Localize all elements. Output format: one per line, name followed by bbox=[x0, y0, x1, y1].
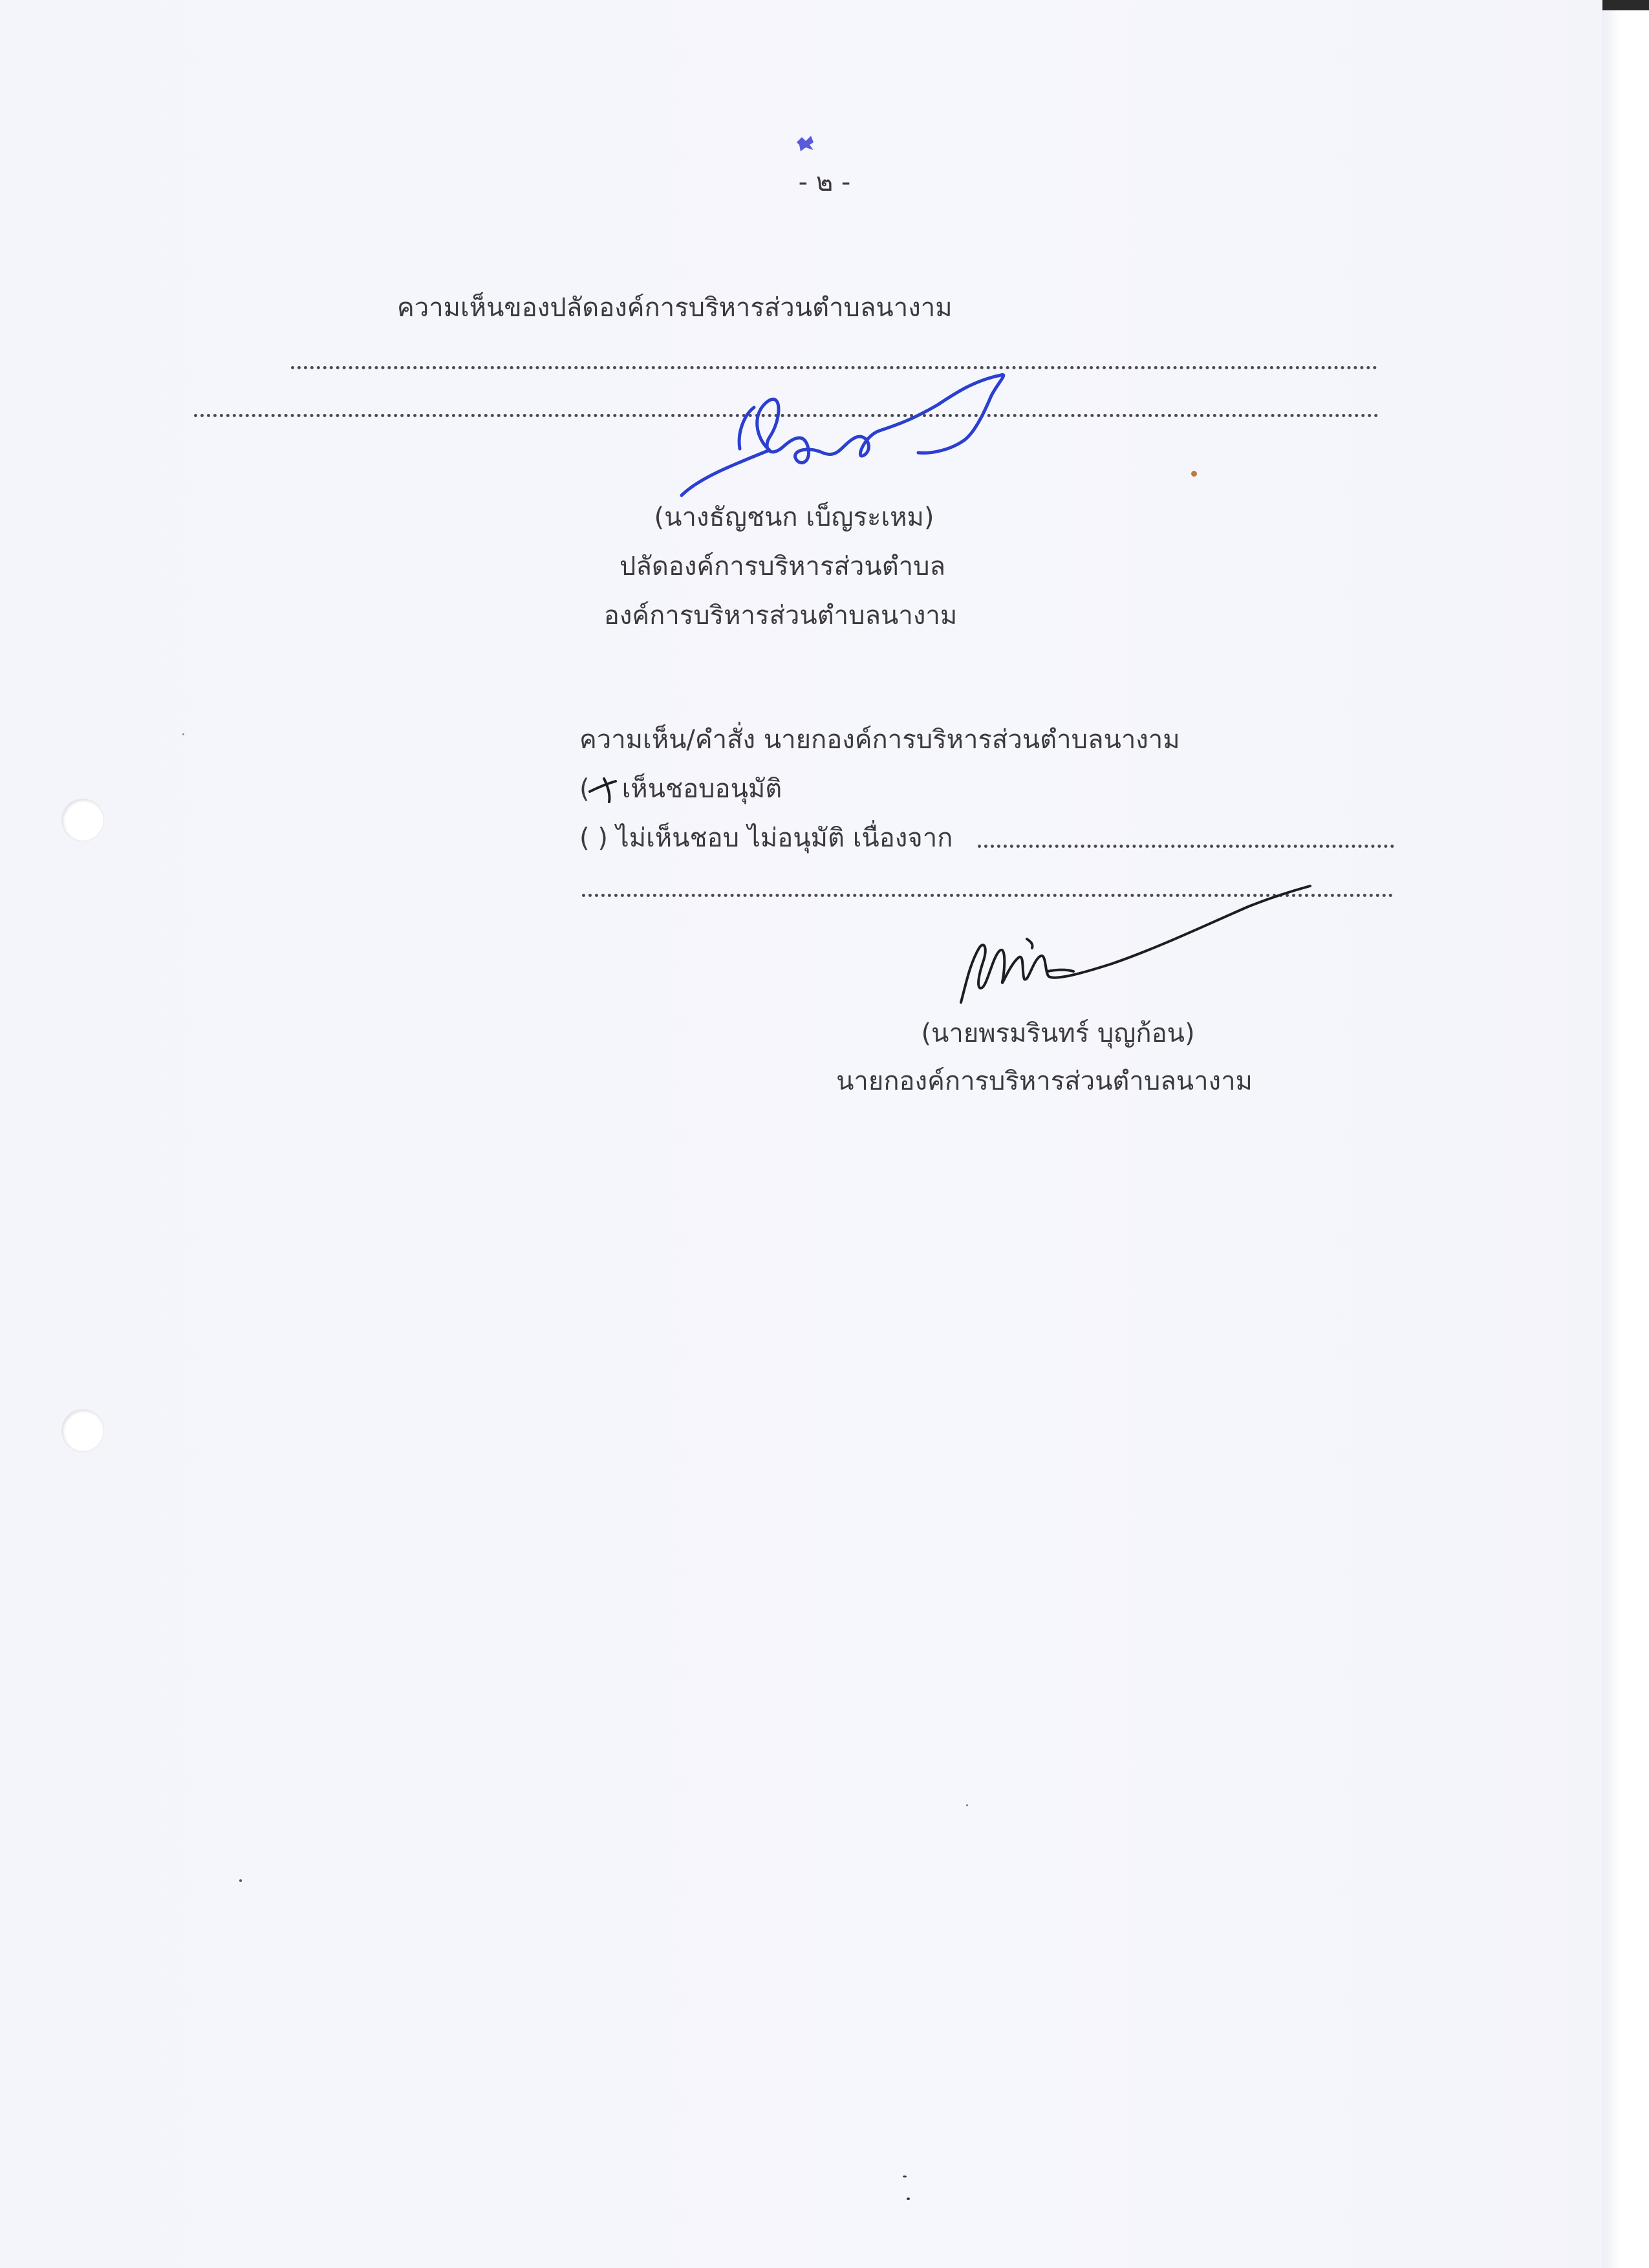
mayor-signer-name: (นายพรมรินทร์ บุญก้อน) bbox=[921, 1019, 1195, 1048]
dust-speck-icon bbox=[966, 1804, 968, 1806]
approve-option bbox=[579, 776, 782, 802]
palad-opinion-heading: ความเห็นของปลัดองค์การบริหารส่วนตำบลนางาม bbox=[397, 293, 953, 323]
dust-speck-icon bbox=[907, 2198, 910, 2200]
palad-signer-name: (นางธัญชนก เบ็ญระเหม) bbox=[654, 502, 934, 532]
palad-signer-title-2: องค์การบริหารส่วนตำบลนางาม bbox=[603, 601, 958, 631]
dust-speck-icon bbox=[903, 2176, 907, 2177]
dust-speck-icon bbox=[182, 733, 184, 735]
mayor-signer-title: นายกองค์การบริหารส่วนตำบลนางาม bbox=[836, 1066, 1253, 1096]
approve-open-paren: ( bbox=[579, 774, 590, 804]
scan-edge bbox=[1602, 0, 1649, 2268]
mayor-opinion-heading: ความเห็น/คำสั่ง นายกองค์การบริหารส่วนตำบลนางาม bbox=[579, 725, 1180, 755]
scan-corner bbox=[1602, 0, 1649, 10]
ink-speck-icon bbox=[1191, 471, 1197, 477]
punch-hole-icon bbox=[62, 1410, 103, 1451]
punch-hole-icon bbox=[62, 799, 103, 841]
reject-option-label: ( ) ไม่เห็นชอบ ไม่อนุมัติ เนื่องจาก bbox=[579, 823, 953, 853]
mayor-signature-icon bbox=[951, 860, 1313, 1009]
handwritten-check-mark-icon bbox=[590, 776, 622, 802]
ink-speck-icon bbox=[794, 133, 820, 153]
palad-signature-icon bbox=[673, 369, 1009, 498]
dotted-line bbox=[978, 845, 1394, 848]
approve-label: เห็นชอบอนุมัติ bbox=[621, 774, 782, 804]
palad-signer-title-1: ปลัดองค์การบริหารส่วนตำบล bbox=[619, 552, 946, 581]
dust-speck-icon bbox=[239, 1879, 242, 1882]
page-number: - ๒ - bbox=[798, 167, 851, 197]
